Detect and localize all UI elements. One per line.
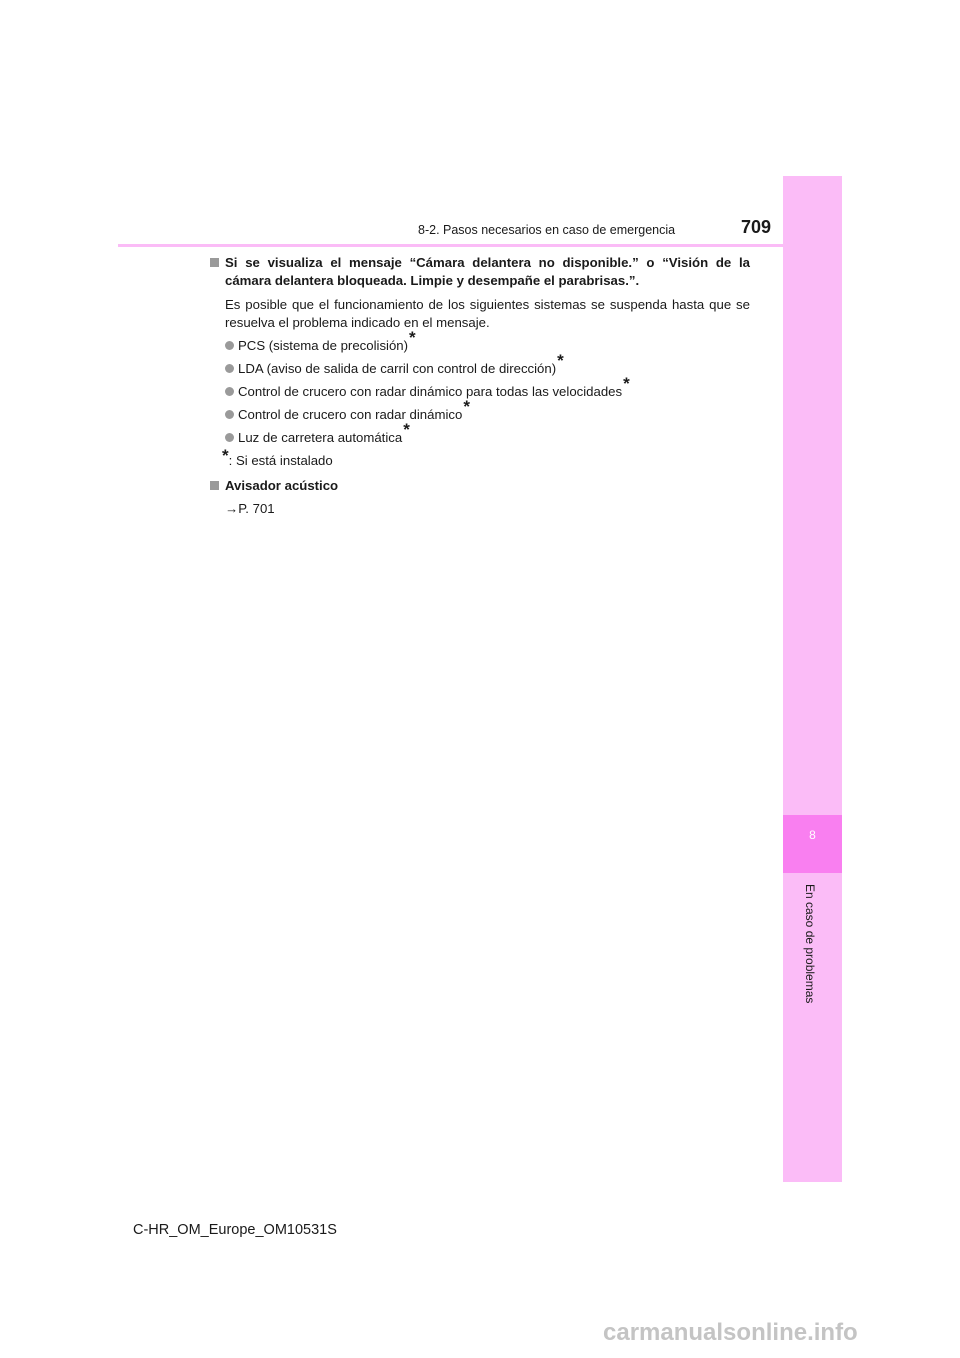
- chapter-side-tab: [783, 176, 842, 1182]
- chapter-tab-active-block: [783, 815, 842, 873]
- page-content: [210, 254, 750, 518]
- chapter-title: En caso de problemas: [803, 884, 817, 1004]
- asterisk-marker: *: [409, 328, 416, 347]
- footnote-text: : Si está instalado: [228, 453, 333, 468]
- footnote: [222, 446, 750, 470]
- buzzer-heading: [210, 477, 750, 495]
- list-item-text: LDA (aviso de salida de carril con control de dirección): [238, 361, 557, 376]
- footnote-asterisk: *: [222, 446, 229, 465]
- camera-message-heading: [210, 254, 750, 290]
- list-item: [225, 374, 750, 401]
- list-item-text: Control de crucero con radar dinámico: [238, 407, 463, 422]
- list-item: [225, 397, 750, 424]
- circle-bullet-icon: [225, 433, 234, 442]
- circle-bullet-icon: [225, 387, 234, 396]
- document-id: C-HR_OM_Europe_OM10531S: [133, 1222, 337, 1238]
- list-item-text: Luz de carretera automática: [238, 430, 403, 445]
- circle-bullet-icon: [225, 364, 234, 373]
- circle-bullet-icon: [225, 341, 234, 350]
- square-bullet-icon: [210, 258, 219, 267]
- circle-bullet-icon: [225, 410, 234, 419]
- asterisk-marker: *: [463, 397, 470, 416]
- list-item: [225, 420, 750, 447]
- intro-paragraph: Es posible que el funcionamiento de los siguientes sistemas se suspenda hasta que se resuelva el problema indicado en el mensaje.: [225, 297, 750, 330]
- watermark: carmanualsonline.info: [603, 1319, 858, 1346]
- list-item-text: Control de crucero con radar dinámico para todas las velocidades: [238, 384, 623, 399]
- list-item: [225, 328, 750, 355]
- section-title: 8-2. Pasos necesarios en caso de emergencia: [418, 223, 676, 237]
- list-item: [225, 351, 750, 378]
- header-divider: [118, 244, 842, 247]
- page-reference-link[interactable]: →P. 701: [225, 501, 275, 516]
- list-item-text: PCS (sistema de precolisión): [238, 338, 409, 353]
- heading-text: Avisador acústico: [225, 478, 339, 493]
- asterisk-marker: *: [403, 420, 410, 439]
- heading-text: Si se visualiza el mensaje “Cámara delantera no disponible.” o “Visión de la cámara delantera bloqueada. Limpie y desempañe el parabrisas.”.: [225, 255, 750, 288]
- page-number: 709: [741, 217, 772, 237]
- asterisk-marker: *: [623, 374, 630, 393]
- square-bullet-icon: [210, 481, 219, 490]
- chapter-number: 8: [809, 828, 816, 842]
- asterisk-marker: *: [557, 351, 564, 370]
